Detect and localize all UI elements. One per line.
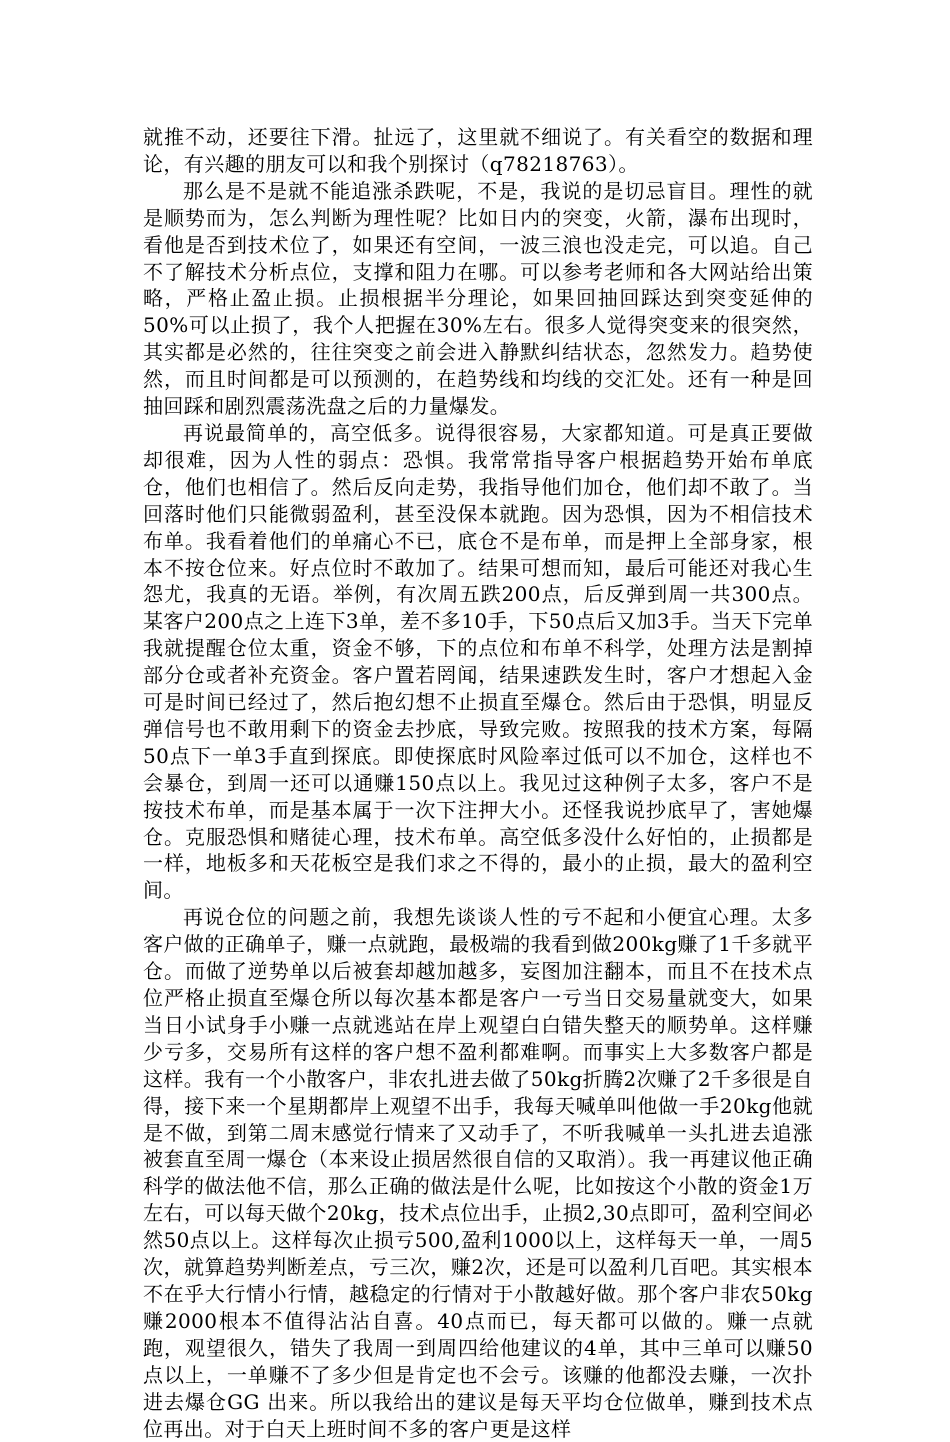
paragraph-sell-high-buy-low: 再说最简单的，高空低多。说得很容易，大家都知道。可是真正要做却很难，因为人性的弱点：恐惧。我常常指导客户根据趋势开始布单底仓，他们也相信了。然后反向走势，我指导他们加仓，他们却不敢了。当回落时他们只能微弱盈利，甚至没保本就跑。因为恐惧，因为不相信技术布单。我看着他们的单痛心不已，底仓不是布单，而是押上全部身家，根本不按仓位来。好点位时不敢加了。结果可想而知，最后可能还对我心生怨尤，我真的无语。举例，有次周五跌200点，后反弹到周一共300点。某客户200点之上连下3单，差不多10手，下50点后又加3手。当天下完单我就提醒仓位太重，资金不够，下的点位和布单不科学，处理方法是割掉部分仓或者补充资金。客户置若罔闻，结果速跌发生时，客户才想起入金可是时间已经过了，然后抱幻想不止损直至爆仓。然后由于恐惧，明显反弹信号也不敢用剩下的资金去抄底，导致完败。按照我的技术方案，每隔50点下一单3手直到探底。即使探底时风险率过低可以不加仓，这样也不会暴仓，到周一还可以通赚150点以上。我见过这种例子太多，客户不是按技术布单，而是基本属于一次下注押大小。还怪我说抄底早了，害她爆仓。克服恐惧和赌徒心理，技术布单。高空低多没什么好怕的，止损都是一样，地板多和天花板空是我们求之不得的，最小的止损，最大的盈利空间。 (143, 420, 813, 903)
paragraph-continuation: 就推不动，还要往下滑。扯远了，这里就不细说了。有关看空的数据和理论，有兴趣的朋友可以和我个别探讨（q78218763）。 (143, 125, 813, 176)
paragraph-position-management: 再说仓位的问题之前，我想先谈谈人性的亏不起和小便宜心理。太多客户做的正确单子，赚一点就跑，最极端的我看到做200kg赚了1千多就平仓。而做了逆势单以后被套却越加越多，妄图加注翻本，而且不在技术点位严格止损直至爆仓所以每次基本都是客户一亏当日交易量就变大，如果当日小试身手小赚一点就逃站在岸上观望白白错失整天的顺势单。这样赚少亏多，交易所有这样的客户想不盈利都难啊。而事实上大多数客户都是这样。我有一个小散客户，非农扎进去做了50kg折腾2次赚了2千多很是自得，接下来一个星期都岸上观望不出手，我每天喊单叫他做一手20kg他就是不做，到第二周末感觉行情来了又动手了，不听我喊单一头扎进去追涨被套直至周一爆仓（本来设止损居然很自信的又取消）。我一再建议他正确科学的做法他不信，那么正确的做法是什么呢，比如按这个小散的资金1万左右，可以每天做个20kg，技术点位出手，止损2,30点即可，盈利空间必然50点以上。这样每次止损亏500,盈利1000以上，这样每天一单，一周5次，就算趋势判断差点，亏三次，赚2次，还是可以盈利几百吧。其实根本不在乎大行情小行情，越稳定的行情对于小散越好做。那个客户非农50kg赚2000根本不值得沾沾自喜。40点而已，每天都可以做的。赚一点就跑，观望很久，错失了我周一到周四给他建议的4单，其中三单可以赚50点以上，一单赚不了多少但是肯定也不会亏。该赚的他都没去赚，一次扑进去爆仓GG 出来。所以我给出的建议是每天平均仓位做单，赚到技术点位再出。对于白天上班时间不多的客户更是这样 (143, 905, 813, 1441)
document-page (143, 124, 813, 1442)
paragraph-chasing-trends: 那么是不是就不能追涨杀跌呢，不是，我说的是切忌盲目。理性的就是顺势而为，怎么判断为理性呢？比如日内的突变，火箭，瀑布出现时，看他是否到技术位了，如果还有空间，一波三浪也没走完，可以追。自己不了解技术分析点位，支撑和阻力在哪。可以参考老师和各大网站给出策略，严格止盈止损。止损根据半分理论，如果回抽回踩达到突变延伸的50%可以止损了，我个人把握在30%左右。很多人觉得突变来的很突然，其实都是必然的，往往突变之前会进入静默纠结状态，忽然发力。趋势使然，而且时间都是可以预测的，在趋势线和均线的交汇处。还有一种是回抽回踩和剧烈震荡洗盘之后的力量爆发。 (143, 178, 813, 419)
